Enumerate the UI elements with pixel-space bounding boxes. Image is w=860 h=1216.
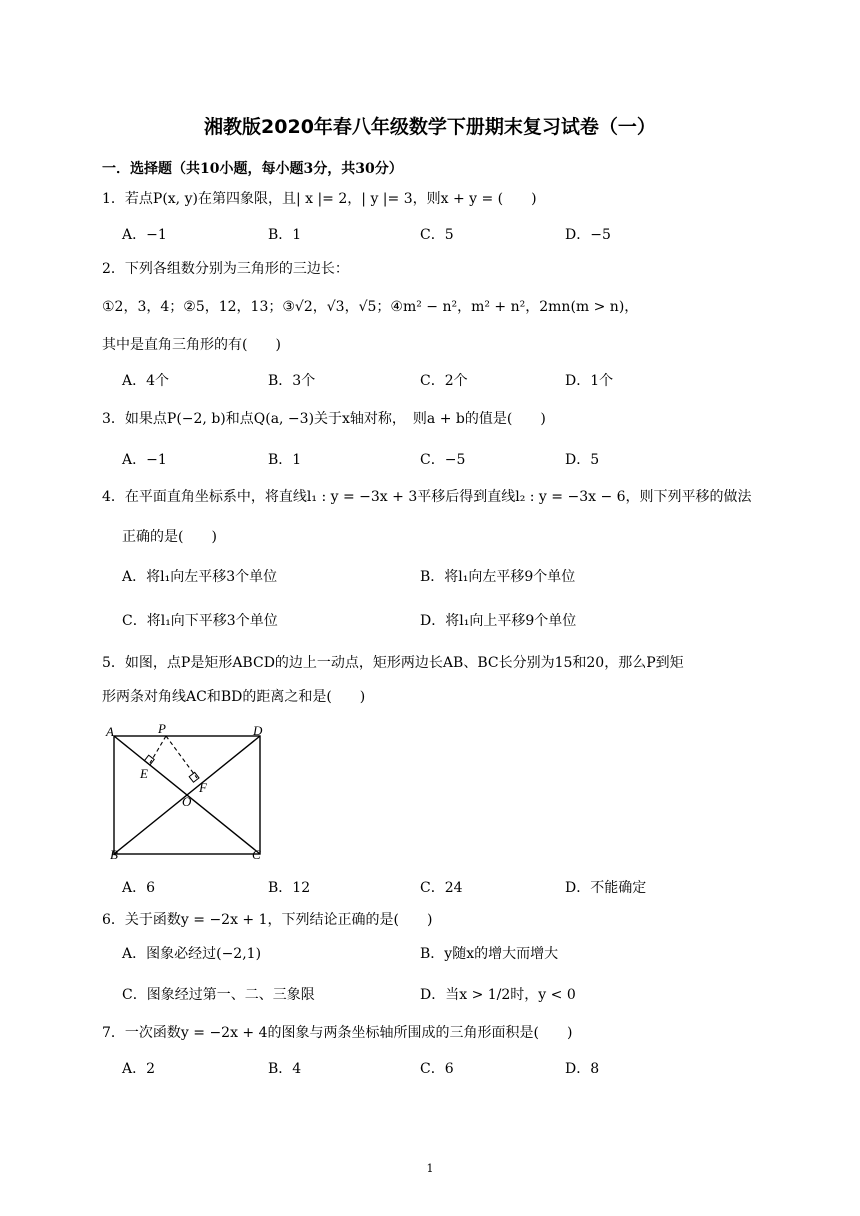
- question-2-sets: ①2，3，4；②5，12，13；③√2，√3，√5；④m² − n²，m² + n²，2mn(m > n)，: [102, 299, 639, 315]
- q1-option-b[interactable]: B．1: [268, 227, 302, 243]
- q5-option-c[interactable]: C．24: [420, 880, 463, 896]
- q6-option-c[interactable]: C．图象经过第一、二、三象限: [122, 987, 315, 1003]
- question-2-prompt: 其中是直角三角形的有( ): [102, 337, 281, 353]
- q6-option-d[interactable]: D．当x > 1/2时，y < 0: [420, 987, 576, 1003]
- question-6-text: 6．关于函数y = −2x + 1，下列结论正确的是( ): [102, 912, 433, 928]
- page-title: 湘教版2020年春八年级数学下册期末复习试卷（一）: [204, 116, 656, 138]
- question-5-text: 5．如图，点P是矩形ABCD的边上一动点，矩形两边长AB、BC长分别为15和20，那么P到矩: [102, 655, 684, 671]
- q7-option-c[interactable]: C．6: [420, 1061, 454, 1077]
- q4-option-d[interactable]: D．将l₁向上平移9个单位: [420, 613, 577, 629]
- label-d: D: [253, 723, 263, 738]
- question-2-text: 2．下列各组数分别为三角形的三边长：: [102, 261, 349, 277]
- q4-option-c[interactable]: C．将l₁向下平移3个单位: [122, 613, 278, 629]
- question-5-line2: 形两条对角线AC和BD的距离之和是( ): [102, 689, 366, 705]
- q7-option-b[interactable]: B．4: [268, 1061, 302, 1077]
- q7-option-d[interactable]: D．8: [565, 1061, 600, 1077]
- section-heading: 一．选择题（共10小题，每小题3分，共30分）: [102, 161, 403, 177]
- q3-option-a[interactable]: A．−1: [122, 452, 167, 468]
- label-o: O: [182, 794, 192, 809]
- q6-option-a[interactable]: A．图象必经过(−2,1): [122, 946, 262, 962]
- q2-option-c[interactable]: C．2个: [420, 373, 468, 389]
- q6-option-b[interactable]: B．y随x的增大而增大: [420, 946, 559, 962]
- label-b: B: [110, 847, 118, 862]
- rectangle-figure: [100, 718, 280, 863]
- question-4-line2: 正确的是( ): [122, 529, 217, 545]
- q3-option-c[interactable]: C．−5: [420, 452, 466, 468]
- q1-option-d[interactable]: D．−5: [565, 227, 611, 243]
- q3-option-d[interactable]: D．5: [565, 452, 600, 468]
- question-1-text: 1．若点P(x, y)在第四象限，且| x |= 2，| y |= 3，则x + y = ( ): [102, 191, 537, 207]
- label-p: P: [158, 721, 166, 736]
- question-7-text: 7．一次函数y = −2x + 4的图象与两条坐标轴所围成的三角形面积是( ): [102, 1025, 573, 1041]
- question-4-text: 4．在平面直角坐标系中，将直线l₁ : y = −3x + 3平移后得到直线l₂ : y = −3x − 6，则下列平移的做法: [102, 489, 752, 505]
- q3-option-b[interactable]: B．1: [268, 452, 302, 468]
- q4-option-a[interactable]: A．将l₁向左平移3个单位: [122, 569, 278, 585]
- q2-option-b[interactable]: B．3个: [268, 373, 316, 389]
- q5-option-b[interactable]: B．12: [268, 880, 311, 896]
- q5-option-a[interactable]: A．6: [122, 880, 156, 896]
- q4-option-b[interactable]: B．将l₁向左平移9个单位: [420, 569, 576, 585]
- q1-option-c[interactable]: C．5: [420, 227, 454, 243]
- label-a: A: [106, 724, 114, 739]
- question-3-text: 3．如果点P(−2, b)和点Q(a, −3)关于x轴对称， 则a + b的值是( ): [102, 411, 546, 427]
- label-c: C: [252, 847, 261, 862]
- label-f: F: [199, 780, 207, 795]
- q5-option-d[interactable]: D．不能确定: [565, 880, 647, 896]
- q1-option-a[interactable]: A．−1: [122, 227, 167, 243]
- q7-option-a[interactable]: A．2: [122, 1061, 156, 1077]
- q2-option-d[interactable]: D．1个: [565, 373, 614, 389]
- label-e: E: [140, 766, 148, 781]
- q2-option-a[interactable]: A．4个: [122, 373, 170, 389]
- page-number: 1: [426, 1162, 434, 1175]
